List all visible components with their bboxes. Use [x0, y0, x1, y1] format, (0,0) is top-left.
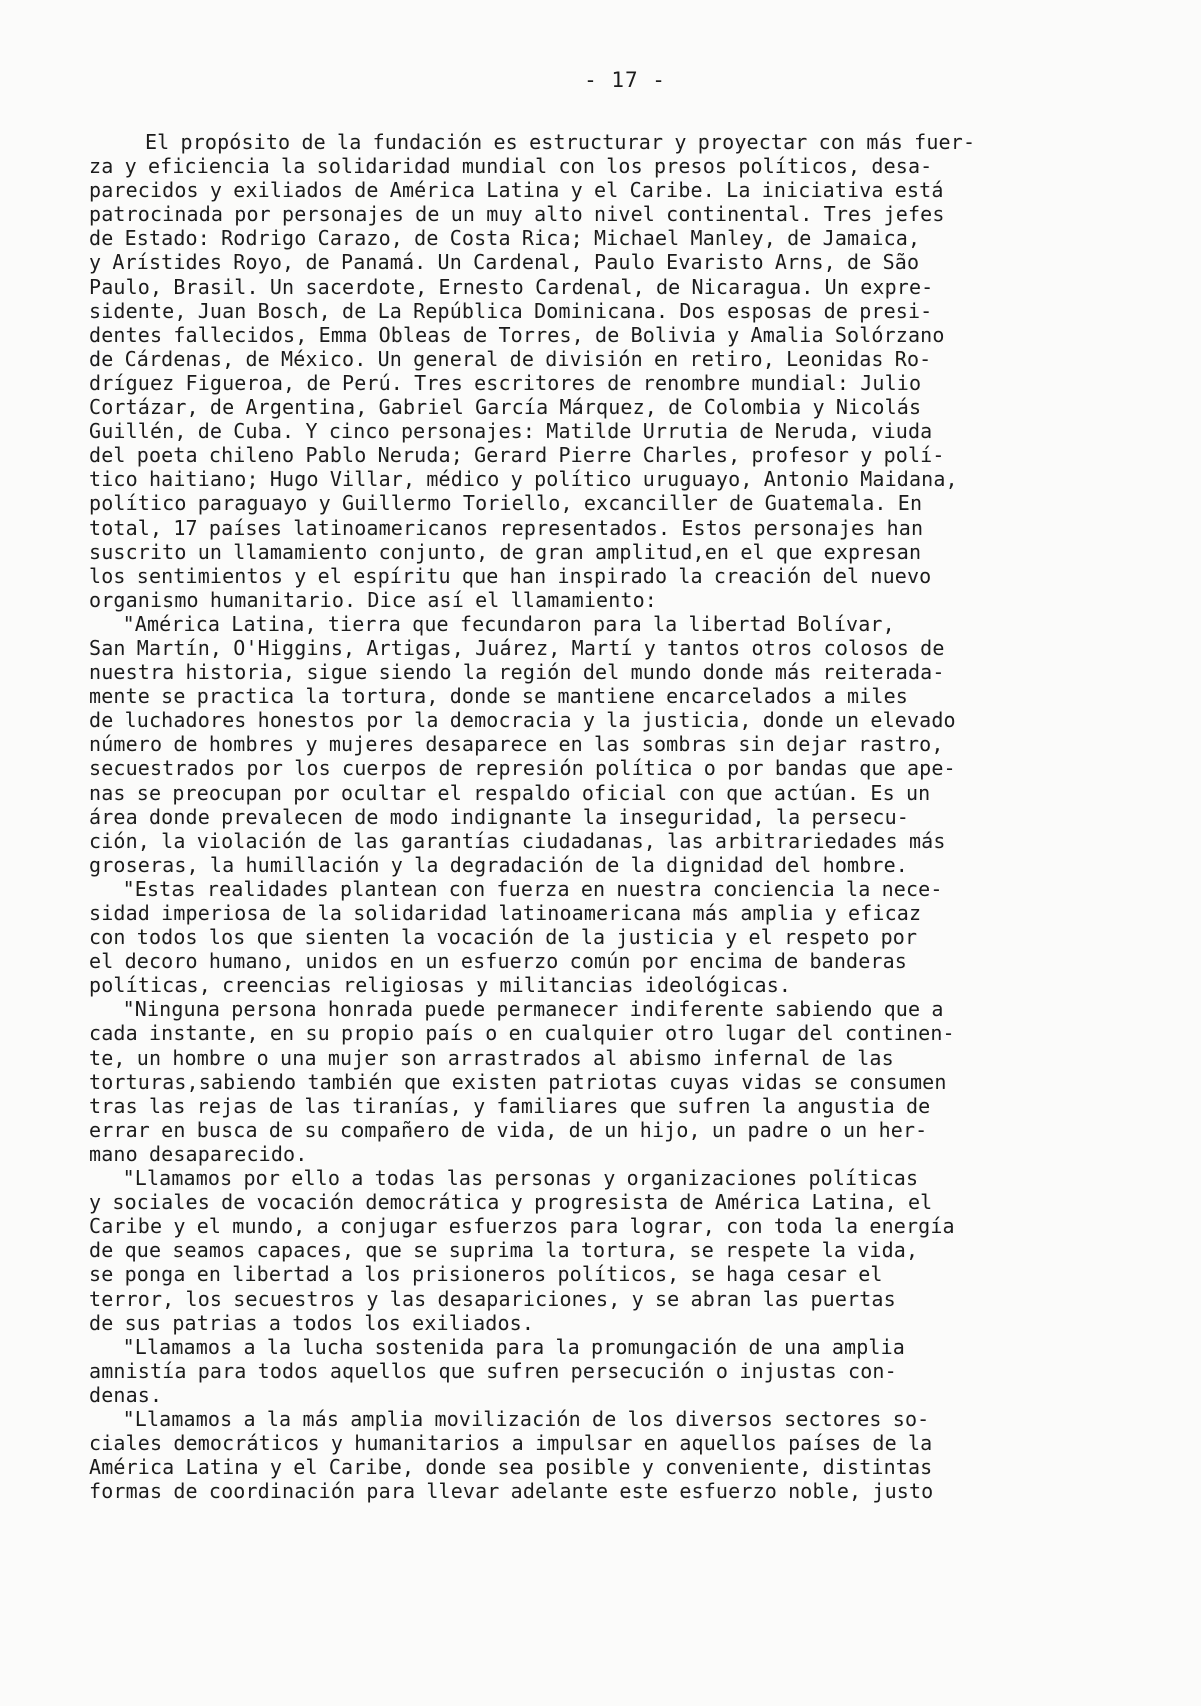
text-line: cada instante, en su propio país o en cualquier otro lugar del continen- — [89, 1021, 955, 1046]
text-line: Guillén, de Cuba. Y cinco personajes: Matilde Urrutia de Neruda, viuda — [89, 419, 933, 444]
text-line: América Latina y el Caribe, donde sea posible y conveniente, distintas — [89, 1455, 933, 1480]
text-line: de Estado: Rodrigo Carazo, de Costa Rica; Michael Manley, de Jamaica, — [89, 226, 921, 251]
text-line: político paraguayo y Guillermo Toriello, excanciller de Guatemala. En — [89, 491, 923, 516]
text-line: del poeta chileno Pablo Neruda; Gerard Pierre Charles, profesor y polí- — [89, 443, 945, 468]
text-line: nuestra historia, sigue siendo la región del mundo donde más reiterada- — [89, 660, 945, 685]
text-line: El propósito de la fundación es estructurar y proyectar con más fuer- — [89, 130, 976, 154]
text-line: parecidos y exiliados de América Latina y el Caribe. La iniciativa está — [89, 178, 944, 203]
text-line: te, un hombre o una mujer son arrastrados al abismo infernal de las — [89, 1045, 894, 1070]
text-line: mente se practica la tortura, donde se mantiene encarcelados a miles — [89, 684, 908, 709]
text-line: ción, la violación de las garantías ciudadanas, las arbitrariedades más — [89, 828, 946, 853]
text-line: suscrito un llamamiento conjunto, de gran amplitud,en el que expresan — [89, 539, 922, 564]
text-line: los sentimientos y el espíritu que han inspirado la creación del nuevo — [89, 563, 932, 588]
text-line: ciales democráticos y humanitarios a impulsar en aquellos países de la — [89, 1431, 933, 1456]
text-line: secuestrados por los cuerpos de represión política o por bandas que ape- — [89, 756, 956, 781]
text-line: nas se preocupan por ocultar el respaldo oficial con que actúan. Es un — [89, 780, 931, 805]
text-line: denas. — [89, 1382, 163, 1407]
text-line: número de hombres y mujeres desaparece en las sombras sin dejar rastro, — [89, 732, 944, 757]
text-line: formas de coordinación para llevar adelante este esfuerzo noble, justo — [89, 1479, 934, 1504]
text-line: "Llamamos a la más amplia movilización de los diversos sectores so- — [89, 1406, 930, 1431]
text-line: terror, los secuestros y las desapariciones, y se abran las puertas — [89, 1286, 896, 1311]
text-line: za y eficiencia la solidaridad mundial con los presos políticos, desa- — [89, 154, 933, 179]
text-line: Caribe y el mundo, a conjugar esfuerzos para lograr, con toda la energía — [89, 1214, 955, 1239]
text-line: "Llamamos a la lucha sostenida para la promungación de una amplia — [89, 1334, 905, 1359]
text-line: Cortázar, de Argentina, Gabriel García Márquez, de Colombia y Nicolás — [89, 395, 922, 420]
text-line: políticas, creencias religiosas y militancias ideológicas. — [89, 973, 792, 998]
text-line: total, 17 países latinoamericanos representados. Estos personajes han — [89, 515, 924, 540]
body-text — [89, 130, 1131, 1503]
text-line: de luchadores honestos por la democracia y la justicia, donde un elevado — [89, 708, 956, 733]
text-line: y Arístides Royo, de Panamá. Un Cardenal, Paulo Evaristo Arns, de São — [89, 250, 920, 275]
text-line: patrocinada por personajes de un muy alto nivel continental. Tres jefes — [89, 202, 945, 227]
text-line: se ponga en libertad a los prisioneros políticos, se haga cesar el — [89, 1262, 883, 1287]
text-line: sidente, Juan Bosch, de La República Dominicana. Dos esposas de presi- — [89, 298, 933, 323]
text-line: dentes fallecidos, Emma Obleas de Torres, de Bolivia y Amalia Solórzano — [89, 322, 945, 347]
text-line: tico haitiano; Hugo Villar, médico y político uruguayo, Antonio Maidana, — [89, 467, 958, 492]
text-line: organismo humanitario. Dice así el llamamiento: — [89, 587, 657, 612]
text-line: amnistía para todos aquellos que sufren persecución o injustas con- — [89, 1358, 897, 1383]
text-line: y sociales de vocación democrática y progresista de América Latina, el — [89, 1190, 933, 1215]
text-line: tras las rejas de las tiranías, y familiares que sufren la angustia de — [89, 1093, 931, 1118]
text-line: groseras, la humillación y la degradación de la dignidad del hombre. — [89, 852, 908, 877]
text-line: "Llamamos por ello a todas las personas y organizaciones políticas — [89, 1166, 919, 1191]
text-line: "América Latina, tierra que fecundaron para la libertad Bolívar, — [89, 611, 895, 636]
text-line: con todos los que sienten la vocación de la justicia y el respeto por — [89, 925, 918, 950]
text-line: mano desaparecido. — [89, 1141, 308, 1166]
page-number: - 17 - — [584, 68, 666, 92]
text-line: San Martín, O'Higgins, Artigas, Juárez, Martí y tantos otros colosos de — [89, 635, 945, 660]
text-line: de sus patrias a todos los exiliados. — [89, 1310, 535, 1335]
text-line: "Estas realidades plantean con fuerza en nuestra conciencia la nece- — [89, 876, 943, 901]
text-line: errar en busca de su compañero de vida, de un hijo, un padre o un her- — [89, 1117, 928, 1142]
text-line: sidad imperiosa de la solidaridad latinoamericana más amplia y eficaz — [89, 901, 922, 925]
text-line: dríguez Figueroa, de Perú. Tres escritores de renombre mundial: Julio — [89, 370, 922, 395]
text-line: Paulo, Brasil. Un sacerdote, Ernesto Cardenal, de Nicaragua. Un expre- — [89, 274, 934, 299]
text-line: "Ninguna persona honrada puede permanecer indiferente sabiendo que a — [89, 997, 944, 1022]
text-line: de que seamos capaces, que se suprima la tortura, se respete la vida, — [89, 1238, 919, 1263]
text-line: de Cárdenas, de México. Un general de división en retiro, Leonidas Ro- — [89, 346, 932, 371]
text-line: el decoro humano, unidos en un esfuerzo común por encima de banderas — [89, 949, 907, 974]
text-line: área donde prevalecen de modo indignante la inseguridad, la persecu- — [89, 804, 909, 829]
text-line: torturas,sabiendo también que existen patriotas cuyas vidas se consumen — [89, 1069, 947, 1094]
